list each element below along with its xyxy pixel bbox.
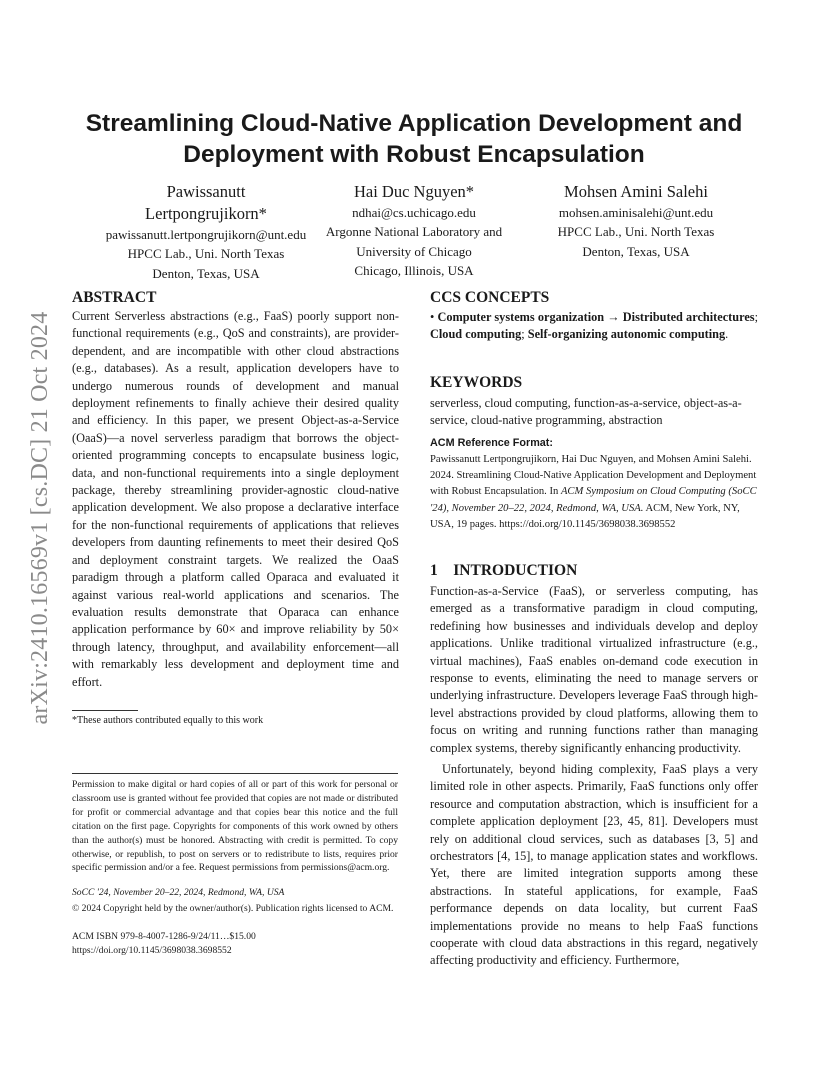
abstract-heading: ABSTRACT <box>72 289 157 306</box>
author-affiliation: HPCC Lab., Uni. North Texas <box>557 224 715 240</box>
acm-ref-text <box>430 452 760 533</box>
acm-ref-venue: ACM Symposium on Cloud Computing (SoCC '24), November 20–22, 2024, Redmond, WA, USA. <box>430 486 757 514</box>
footnote-text: *These authors contributed equally to this work <box>72 715 264 726</box>
author-email: pawissanutt.lertpongrujikorn@unt.edu <box>105 227 307 242</box>
ccs-separator: ; <box>754 310 758 324</box>
author-1 <box>80 181 332 283</box>
author-email: mohsen.aminisalehi@unt.edu <box>558 205 714 220</box>
ccs-concept: Computer systems organization <box>437 310 605 324</box>
ccs-concept: Distributed architectures <box>622 310 755 324</box>
author-email: ndhai@cs.uchicago.edu <box>352 205 476 220</box>
intro-paragraph-2: Unfortunately, beyond hiding complexity, FaaS plays a very limited role in other aspects. Primarily, FaaS functions only offer resource and computation abstraction, which is insufficient for a complete application deployment [23, 45, 81]. Developers must rely on additional cloud services, such as databases [3, 5] and orchestrators [4, 15], to manage application states and workflows. Yet, there are limited integration supports among these abstractions. In stateful applications, for example, FaaS performance depends on data locality, but current FaaS implementations provide no means to help FaaS functions cooperate with cloud data abstractions in this regard, negatively affecting productivity and efficiency. Furthermore, <box>430 762 758 968</box>
author-name: Pawissanutt <box>166 182 246 201</box>
ccs-text <box>430 309 758 344</box>
permission-rule <box>72 773 398 774</box>
arxiv-stamp: arXiv:2410.16569v1 [cs.DC] 21 Oct 2024 <box>27 311 53 725</box>
author-name: Hai Duc Nguyen* <box>353 182 475 201</box>
ccs-concept: Self-organizing autonomic computing <box>527 327 726 342</box>
author-affiliation: University of Chicago <box>356 243 472 259</box>
intro-heading: 1 INTRODUCTION <box>430 562 578 579</box>
ccs-bullet: • <box>430 310 435 324</box>
paper-title: Streamlining Cloud-Native Application Development and Deployment with Robust Encapsulation <box>85 110 743 168</box>
author-name: Lertpongrujikorn* <box>145 204 267 223</box>
acm-ref-authors: Pawissanutt Lertpongrujikorn, Hai Duc Nguyen, and Mohsen Amini Salehi. 2024. Streamlining Cloud-Native Application Development and Deployment with Robust Encapsulation. In <box>430 454 757 498</box>
permission-copyright: © 2024 Copyright held by the owner/author(s). Publication rights licensed to ACM. <box>72 903 394 914</box>
keywords-text: serverless, cloud computing, function-as-a-service, object-as-a-service, cloud-native programming, abstraction <box>430 396 742 428</box>
abstract-text: Current Serverless abstractions (e.g., FaaS) poorly support non-functional requirements (e.g., QoS and constraints), are provider-dependent, and are incompatible with other cloud abstractions (e.g., databases). As a result, application developers have to undergo numerous rounds of development and manual deployment refinements to finally achieve their desired quality and efficiency. In this paper, we present Object-as-a-Service (OaaS)—a novel serverless paradigm that borrows the object-oriented programming concepts to encapsulate business logic, data, and non-functional requirements into a single deployment package, thereby streamlining provider-agnostic cloud-native application development. We also propose a declarative interface for the non-functional requirements of applications that relieves developers from daunting refinements to meet their desired QoS and deployment constraint targets. We realized the OaaS paradigm through a platform called Oparaca and evaluated it against various real-world applications and scenarios. The evaluation results demonstrate that Oparaca can enhance application performance by 60× and improve reliability by 50× through latency, throughput, and availability enforcement—all with remarkably less development and deployment time and effort. <box>72 309 399 689</box>
author-affiliation: Argonne National Laboratory and <box>325 224 503 240</box>
ccs-separator: ; <box>521 327 528 342</box>
permission-venue: SoCC '24, November 20–22, 2024, Redmond, WA, USA <box>72 887 285 898</box>
ccs-arrow: → <box>607 310 620 324</box>
keywords-heading: KEYWORDS <box>430 374 523 391</box>
author-3 <box>530 181 742 261</box>
acm-ref-heading: ACM Reference Format: <box>430 437 553 449</box>
permission-text: Permission to make digital or hard copies of all or part of this work for personal or classroom use is granted without fee provided that copies are not made or distributed for profit or commercial advantage and that copies bear this notice and the full citation on the first page. Copyrights for components of this work owned by others than the author(s) must be honored. Abstracting with credit is permitted. To copy otherwise, or republish, to post on servers or to redistribute to lists, requires prior specific permission and/or a fee. Request permissions from permissions@acm.org. <box>72 779 398 874</box>
author-location: Denton, Texas, USA <box>582 243 690 259</box>
author-location: Chicago, Illinois, USA <box>354 262 474 278</box>
ccs-concept: Cloud computing <box>430 327 522 342</box>
author-affiliation: HPCC Lab., Uni. North Texas <box>127 246 285 262</box>
author-2 <box>300 181 528 280</box>
intro-paragraph-1: Function-as-a-Service (FaaS), or serverless computing, has emerged as a transformative paradigm in cloud computing, redefining how businesses and individuals develop and deploy applications. Unlike traditional virtualized infrastructure (e.g., virtual machines), FaaS enables on-demand code execution in response to events, eliminating the need to manage servers or underlying infrastructure. Developers leverage FaaS through high-level abstractions provided by cloud platforms, allowing them to focus on writing and running functions rather than managing complex systems, thereby significantly enhancing productivity. <box>430 584 758 755</box>
permission-doi: https://doi.org/10.1145/3698038.3698552 <box>72 945 232 956</box>
acm-ref-publisher: ACM, New York, NY, USA, 19 pages. https://doi.org/10.1145/3698038.3698552 <box>430 502 740 530</box>
author-name: Mohsen Amini Salehi <box>564 182 708 201</box>
permission-isbn: ACM ISBN 979-8-4007-1286-9/24/11…$15.00 <box>72 931 256 942</box>
ccs-end: . <box>725 327 729 342</box>
ccs-heading: CCS CONCEPTS <box>430 289 550 306</box>
footnote-rule <box>72 710 138 711</box>
author-location: Denton, Texas, USA <box>152 265 260 281</box>
